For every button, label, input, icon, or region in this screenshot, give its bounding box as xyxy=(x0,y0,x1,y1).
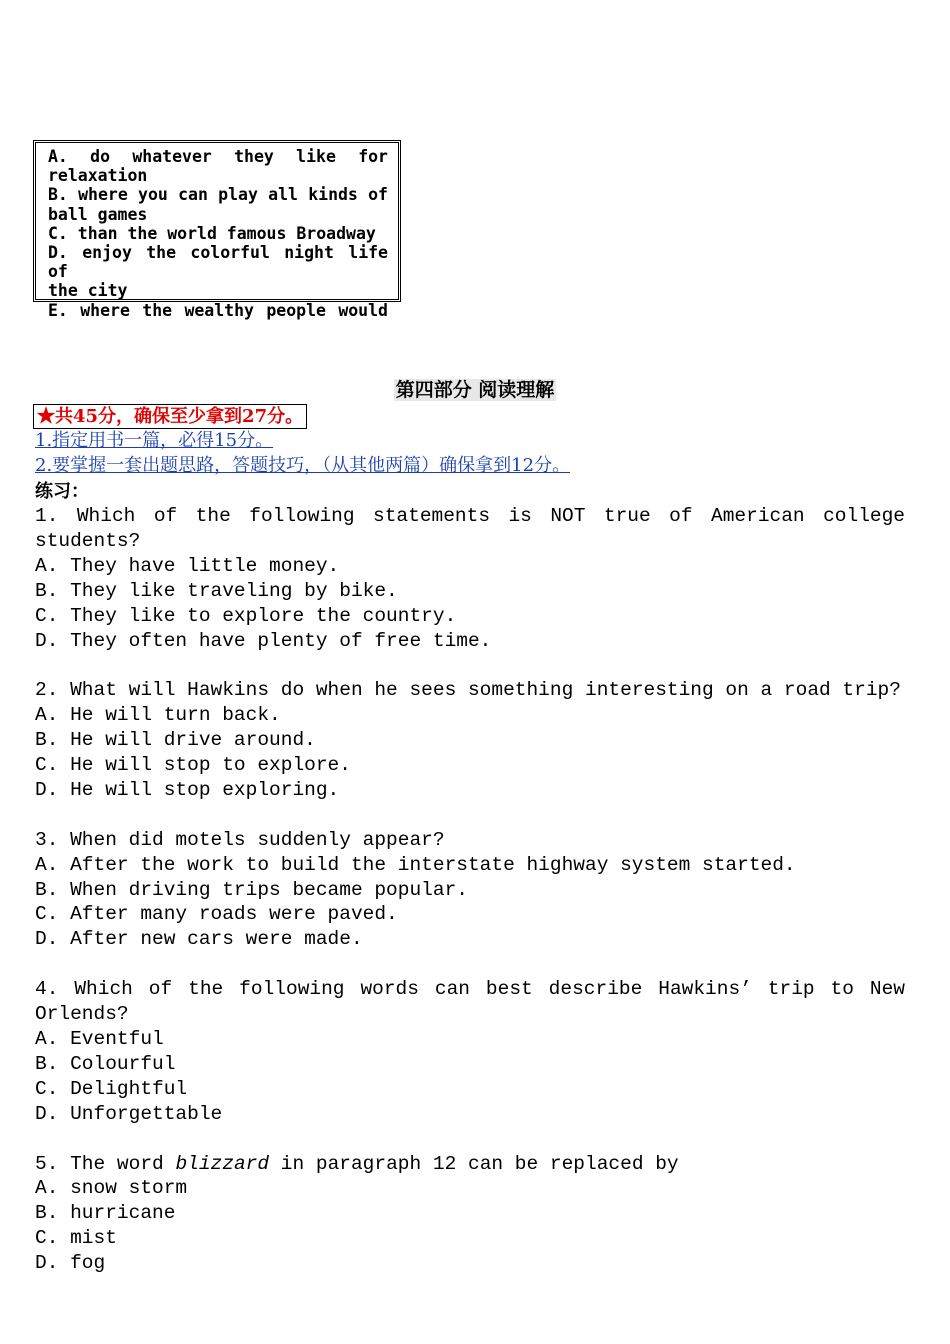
score-goal-banner: ★共45分，确保至少拿到27分。 xyxy=(33,404,307,429)
answer-option: B. When driving trips became popular. xyxy=(35,878,468,901)
answer-option: C. They like to explore the country. xyxy=(35,604,457,627)
question-5 xyxy=(35,1152,905,1277)
question-4 xyxy=(35,977,905,1126)
question-stem: 4. Which of the following words can best describe Hawkins’ trip to New Orlends? xyxy=(35,978,905,1026)
answer-option: A. Eventful xyxy=(35,1027,164,1050)
option-line: E. where the wealthy people would xyxy=(48,300,388,320)
tip-link-1[interactable]: 1.指定用书一篇，必得15分。 xyxy=(35,430,274,451)
question-3 xyxy=(35,828,905,953)
answer-options-box xyxy=(33,140,401,320)
answer-option: C. mist xyxy=(35,1227,117,1250)
option-line: the city xyxy=(48,281,128,301)
option-line: B. where you can play all kinds of xyxy=(48,185,388,205)
answer-option: C. Delightful xyxy=(35,1077,188,1100)
answer-option: B. Colourful xyxy=(35,1052,176,1075)
tip-link-2[interactable]: 2.要掌握一套出题思路，答题技巧，（从其他两篇）确保拿到12分。 xyxy=(35,455,571,476)
option-line: relaxation xyxy=(48,166,148,186)
answer-option: D. They often have plenty of free time. xyxy=(35,629,492,652)
question-list xyxy=(35,504,905,1301)
section-title: 第四部分 阅读理解 xyxy=(395,379,555,401)
question-stem: 3. When did motels suddenly appear? xyxy=(35,828,445,851)
answer-option: D. He will stop exploring. xyxy=(35,778,340,801)
option-line: A. do whatever they like for xyxy=(48,147,388,166)
answer-option: A. He will turn back. xyxy=(35,704,281,727)
answer-option: B. They like traveling by bike. xyxy=(35,579,398,602)
question-stem: 2. What will Hawkins do when he sees something interesting on a road trip? xyxy=(35,679,901,702)
answer-option: B. He will drive around. xyxy=(35,729,316,752)
option-line: ball games xyxy=(48,204,148,224)
answer-option: A. After the work to build the interstate highway system started. xyxy=(35,853,796,876)
answer-option: A. snow storm xyxy=(35,1177,188,1200)
answer-option: D. After new cars were made. xyxy=(35,928,363,951)
answer-option: D. fog xyxy=(35,1252,106,1275)
option-line: D. enjoy the colorful night life of xyxy=(48,243,388,282)
practice-label: 练习： xyxy=(35,481,89,502)
answer-option: C. After many roads were paved. xyxy=(35,903,398,926)
italic-term: blizzard xyxy=(175,1152,270,1175)
answer-option: C. He will stop to explore. xyxy=(35,754,351,777)
answer-option: B. hurricane xyxy=(35,1202,176,1225)
question-stem: 1. Which of the following statements is NOT true of American college students? xyxy=(35,505,905,552)
question-2 xyxy=(35,678,905,803)
question-1 xyxy=(35,504,905,653)
answer-option: D. Unforgettable xyxy=(35,1102,223,1125)
option-line: C. than the world famous Broadway xyxy=(48,223,376,243)
question-stem: 5. The word blizzard in paragraph 12 can be replaced by xyxy=(35,1152,679,1175)
answer-option: A. They have little money. xyxy=(35,554,340,577)
